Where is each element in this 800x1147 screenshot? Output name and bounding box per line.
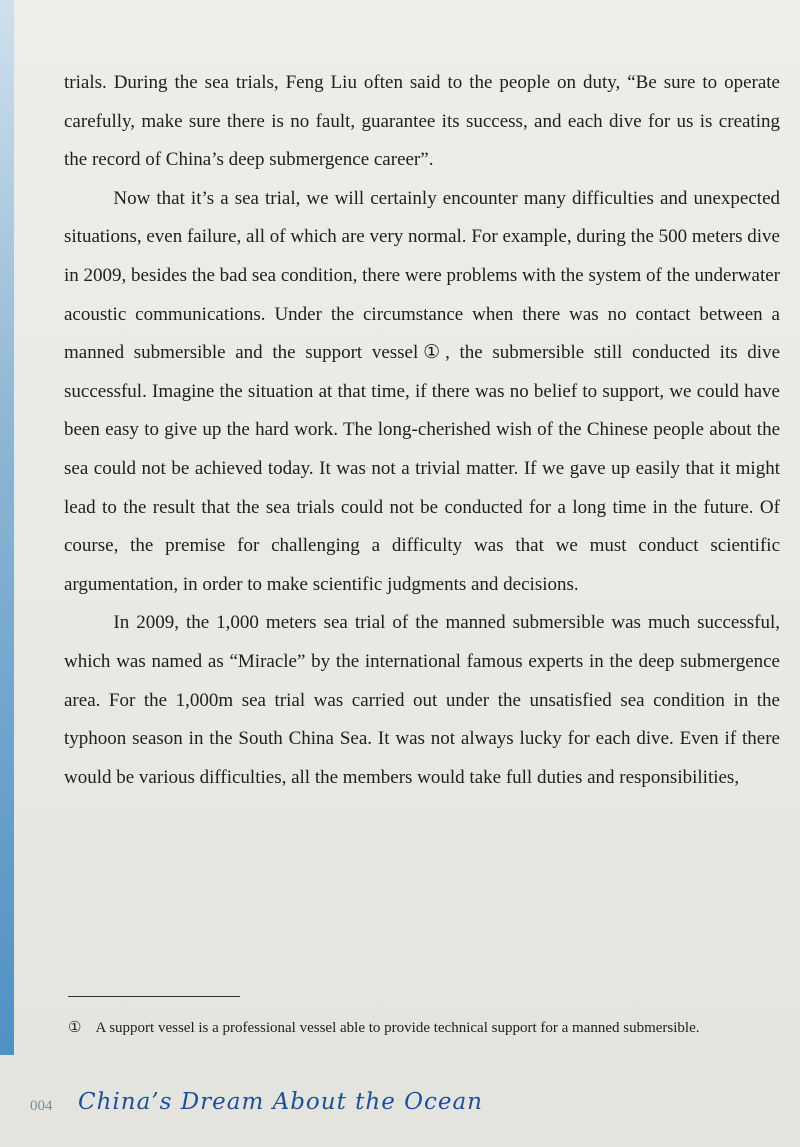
footnote-divider — [68, 996, 240, 997]
running-title: China’s Dream About the Ocean — [78, 1089, 483, 1115]
paragraph-3: In 2009, the 1,000 meters sea trial of the manned submersible was much successful, which was named as “Miracle” by the international famous experts in the deep submergence area. For the 1,000m sea trial was carried out under the unsatisfied sea condition in the typhoon season in the South China Sea. It was not always lucky for each dive. Even if there would be various difficulties, all the members would take full duties and responsibilities, — [64, 612, 780, 788]
page-edge-stripe — [0, 0, 14, 1055]
footnote — [68, 1018, 778, 1038]
paragraph-1: trials. During the sea trials, Feng Liu often said to the people on duty, “Be sure to operate carefully, make sure there is no fault, guarantee its success, and each dive for us is creating the record of China’s deep submergence career”. — [64, 72, 780, 171]
paragraph-2: Now that it’s a sea trial, we will certainly encounter many difficulties and unexpected situations, even failure, all of which are very normal. For example, during the 500 meters dive in 2009, besides the bad sea condition, there were problems with the system of the underwater acoustic communications. Under the circumstance when there was no contact between a manned submersible and the support vessel①, the submersible still conducted its dive successful. Imagine the situation at that time, if there was no belief to support, we could have been easy to give up the hard work. The long-cherished wish of the Chinese people about the sea could not be achieved today. It was not a trivial matter. If we gave up easily that it might lead to the result that the sea trials could not be conducted for a long time in the future. Of course, the premise for challenging a difficulty was that we must conduct scientific argumentation, in order to make scientific judgments and decisions. — [64, 187, 780, 595]
body-text — [64, 64, 780, 797]
footnote-marker: ① — [68, 1020, 82, 1036]
footnote-text: A support vessel is a professional vessel able to provide technical support for a manned submersible. — [95, 1020, 700, 1036]
page-number: 004 — [30, 1098, 53, 1114]
